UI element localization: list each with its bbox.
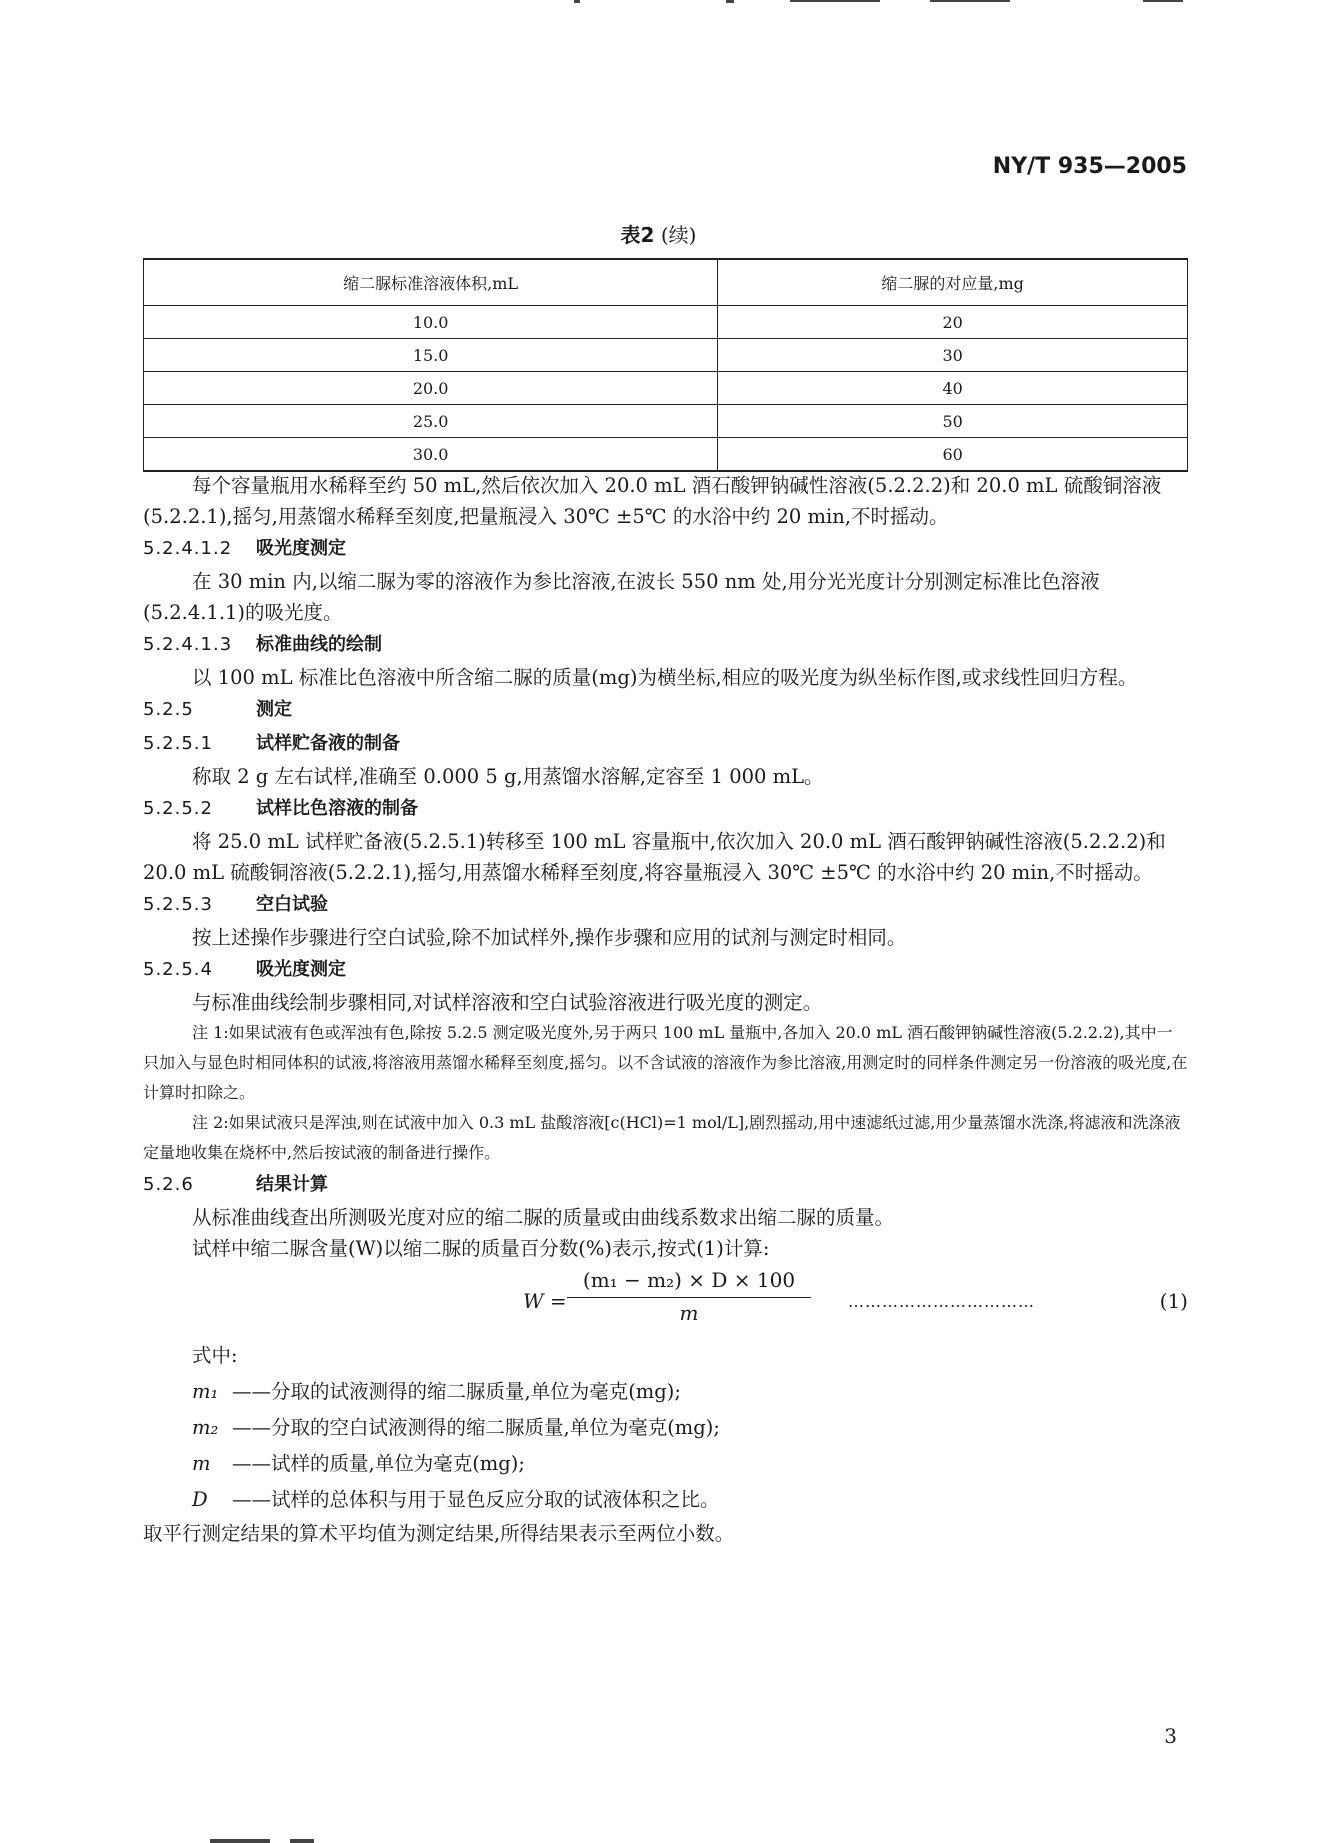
definition-symbol: m₂ — [192, 1416, 219, 1439]
section-heading — [143, 693, 1188, 727]
formula-numerator: (m₁ − m₂) × D × 100 — [567, 1266, 811, 1298]
section-heading — [143, 888, 1188, 922]
section-heading — [143, 1168, 1188, 1202]
table-caption-suffix: (续) — [654, 223, 697, 247]
column-header-volume: 缩二脲标准溶液体积,mL — [144, 259, 718, 306]
formula-lhs: W = — [523, 1289, 567, 1313]
formula-denominator: m — [679, 1301, 699, 1325]
cell-amount: 40 — [718, 372, 1188, 405]
scan-mark — [790, 0, 880, 2]
definition-item — [143, 1446, 1188, 1482]
where-label: 式中: — [192, 1344, 238, 1367]
table-row — [144, 306, 1188, 339]
paragraph: 称取 2 g 左右试样,准确至 0.000 5 g,用蒸馏水溶解,定容至 1 000 mL。 — [192, 765, 824, 788]
section-title: 结果计算 — [256, 1174, 328, 1195]
formula-leader-dots: …………………………… — [848, 1292, 1035, 1311]
section-title: 吸光度测定 — [256, 538, 346, 559]
definition-symbol: m — [192, 1452, 211, 1475]
section-number: 5.2.6 — [143, 1174, 194, 1195]
section-title: 空白试验 — [256, 894, 328, 915]
definition-item — [143, 1410, 1188, 1446]
section-number: 5.2.5.3 — [143, 894, 213, 915]
section-number: 5.2.5 — [143, 699, 194, 720]
standard-volume-table — [143, 258, 1188, 472]
section-number: 5.2.5.2 — [143, 798, 213, 819]
section-title: 标准曲线的绘制 — [256, 634, 382, 655]
table-caption-label: 表2 — [620, 223, 655, 247]
section-number: 5.2.5.1 — [143, 733, 213, 754]
section-heading — [143, 532, 1188, 566]
cell-amount: 30 — [718, 339, 1188, 372]
cell-volume: 25.0 — [144, 405, 718, 438]
definition-text: ——试样的总体积与用于显色反应分取的试液体积之比。 — [232, 1488, 720, 1511]
definition-text: ——试样的质量,单位为毫克(mg); — [232, 1452, 525, 1475]
section-heading — [143, 792, 1188, 826]
paragraph: 与标准曲线绘制步骤相同,对试样溶液和空白试验溶液进行吸光度的测定。 — [192, 991, 823, 1014]
section-heading — [143, 727, 1188, 761]
scan-mark — [726, 0, 734, 3]
paragraph-final: 取平行测定结果的算术平均值为测定结果,所得结果表示至两位小数。 — [143, 1522, 735, 1545]
section-number: 5.2.5.4 — [143, 959, 213, 980]
section-heading — [143, 628, 1188, 662]
section-number: 5.2.4.1.2 — [143, 538, 233, 559]
paragraph: 按上述操作步骤进行空白试验,除不加试样外,操作步骤和应用的试剂与测定时相同。 — [192, 926, 907, 949]
page-number: 3 — [1164, 1724, 1177, 1748]
table-row — [144, 405, 1188, 438]
note-2: 注 2:如果试液只是浑浊,则在试液中加入 0.3 mL 盐酸溶液[c(HCl)=1 mol/L],剧烈摇动,用中速滤纸过滤,用少量蒸馏水洗涤,将滤液和洗涤液定量地收集在烧杯中,然后按试液的制备进行操作。 — [143, 1113, 1181, 1162]
formula-fraction — [567, 1266, 811, 1328]
definition-text: ——分取的试液测得的缩二脲质量,单位为毫克(mg); — [232, 1380, 681, 1403]
table-row — [144, 438, 1188, 472]
scan-mark — [1143, 0, 1183, 2]
column-header-amount: 缩二脲的对应量,mg — [718, 259, 1188, 306]
formula-1 — [143, 1266, 1188, 1338]
note-1: 注 1:如果试液有色或浑浊有色,除按 5.2.5 测定吸光度外,另于两只 100 mL 量瓶中,各加入 20.0 mL 酒石酸钾钠碱性溶液(5.2.2.2),其中一只加入与显色时相同体积的试液,将溶液用蒸馏水稀释至刻度,摇匀。以不含试液的溶液作为参比溶液,用测定时的同样条件测定另一份溶液的吸光度,在计算时扣除之。 — [143, 1023, 1188, 1102]
cell-volume: 30.0 — [144, 438, 718, 472]
definition-text: ——分取的空白试液测得的缩二脲质量,单位为毫克(mg); — [232, 1416, 720, 1439]
body-content — [143, 470, 1188, 1549]
table-row — [144, 372, 1188, 405]
standard-number: NY/T 935—2005 — [992, 154, 1187, 179]
definition-item — [143, 1482, 1188, 1518]
cell-amount: 60 — [718, 438, 1188, 472]
paragraph: 以 100 mL 标准比色溶液中所含缩二脲的质量(mg)为横坐标,相应的吸光度为纵坐标作图,或求线性回归方程。 — [192, 666, 1138, 689]
table-row — [144, 339, 1188, 372]
definition-symbol: m₁ — [192, 1380, 219, 1403]
section-title: 测定 — [256, 699, 292, 720]
section-title: 试样比色溶液的制备 — [256, 798, 418, 819]
cell-volume: 20.0 — [144, 372, 718, 405]
paragraph: 从标准曲线查出所测吸光度对应的缩二脲的质量或由曲线系数求出缩二脲的质量。 — [192, 1206, 895, 1229]
section-title: 试样贮备液的制备 — [256, 733, 400, 754]
section-title: 吸光度测定 — [256, 959, 346, 980]
variable-definitions — [143, 1338, 1188, 1518]
table-header-row — [144, 259, 1188, 306]
cell-volume: 15.0 — [144, 339, 718, 372]
scan-mark — [290, 1839, 314, 1843]
paragraph: 试样中缩二脲含量(W)以缩二脲的质量百分数(%)表示,按式(1)计算: — [192, 1237, 770, 1260]
paragraph: 在 30 min 内,以缩二脲为零的溶液作为参比溶液,在波长 550 nm 处,用分光光度计分别测定标准比色溶液(5.2.4.1.1)的吸光度。 — [143, 570, 1100, 624]
scan-mark — [574, 0, 580, 3]
definition-item — [143, 1374, 1188, 1410]
formula-number: (1) — [1159, 1289, 1188, 1313]
cell-volume: 10.0 — [144, 306, 718, 339]
paragraph-dilute: 每个容量瓶用水稀释至约 50 mL,然后依次加入 20.0 mL 酒石酸钾钠碱性溶液(5.2.2.2)和 20.0 mL 硫酸铜溶液(5.2.2.1),摇匀,用蒸馏水稀释至刻度,把量瓶浸入 30℃ ±5℃ 的水浴中约 20 min,不时摇动。 — [143, 474, 1162, 528]
table-caption — [0, 219, 1317, 248]
scan-mark — [210, 1839, 270, 1843]
paragraph: 将 25.0 mL 试样贮备液(5.2.5.1)转移至 100 mL 容量瓶中,依次加入 20.0 mL 酒石酸钾钠碱性溶液(5.2.2.2)和 20.0 mL 硫酸铜溶液(5.2.2.1),摇匀,用蒸馏水稀释至刻度,将容量瓶浸入 30℃ ±5℃ 的水浴中约 20 min,不时摇动。 — [143, 830, 1166, 884]
scan-mark — [930, 0, 1010, 2]
definition-symbol: D — [192, 1488, 208, 1511]
section-number: 5.2.4.1.3 — [143, 634, 233, 655]
section-heading — [143, 953, 1188, 987]
cell-amount: 50 — [718, 405, 1188, 438]
cell-amount: 20 — [718, 306, 1188, 339]
